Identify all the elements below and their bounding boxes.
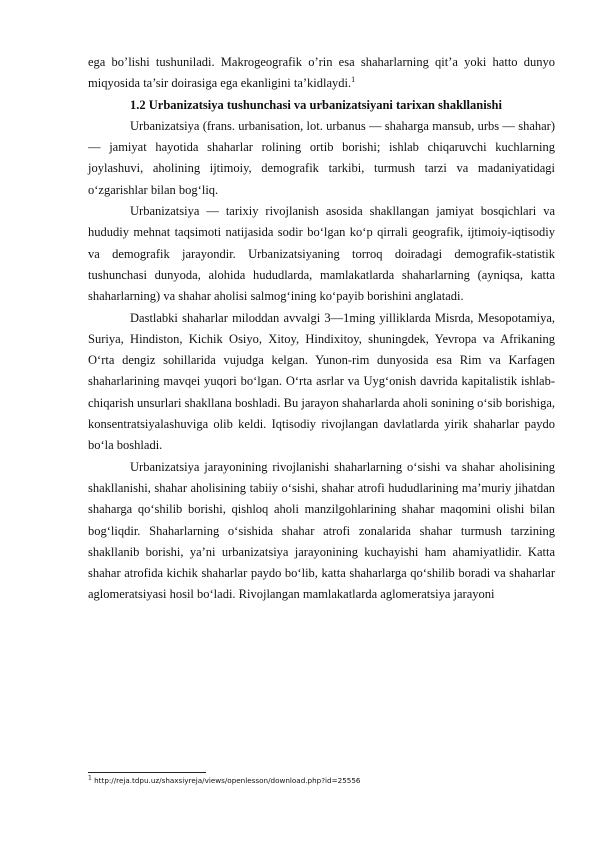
paragraph-text: ega bo’lishi tushuniladi. Makrogeografik o’rin esa shaharlarning qit’a yoki hatto dunyo miqyosida ta’sir doirasiga ega ekanligini ta’kidlaydi. (88, 55, 555, 91)
footnote-reference[interactable]: 1 (351, 75, 356, 85)
paragraph-urbanization-process: Urbanizatsiya — tarixiy rivojlanish asosida shakllangan jamiyat bosqichlari va hududiy mehnat taqsimoti natijasida sodir bo‘lgan ko‘p qirrali geografik, ijtimoiy-iqtisodiy va demografik jarayondir. Urbanizatsiyaning torroq doiradagi demografik-statistik tushunchasi dunyoda, alohida hududlarda, mamlakatlarda shaharlarning (ayniqsa, katta shaharlarning) va shahar aholisi salmog‘ining ko‘payib borishini anglatadi. (88, 204, 555, 304)
footnote (88, 776, 361, 786)
paragraph-urbanization-definition: Urbanizatsiya (frans. urbanisation, lot. urbanus — shaharga mansub, urbs — shahar) — jamiyat hayotida shaharlar rolining ortib borishi; ishlab chiqaruvchi kuchlarning joylashuvi, aholining ijtimoiy, demografik tarkibi, turmush tarzi va madaniyatidagi o‘zgarishlar bilan bog‘liq. (88, 118, 555, 197)
section-heading: 1.2 Urbanizatsiya tushunchasi va urbanizatsiyani tarixan shakllanishi (130, 97, 502, 112)
paragraph-early-cities: Dastlabki shaharlar miloddan avvalgi 3—1ming yilliklarda Misrda, Mesopotamiya, Suriya, Hindiston, Kichik Osiyo, Xitoy, Hindixitoy, shuningdek, Yevropa va Afrikaning O‘rta dengiz sohillarida vujudga kelgan. Yunon-rim dunyosida esa Rim va Karfagen shaharlarining mavqei yuqori bo‘lgan. O‘rta asrlar va Uyg‘onish davrida kapitalistik ishlab-chiqarish unsurlari shakllana boshladi. Bu jarayon shaharlarda aholi sonining o‘sib borishiga, konsentratsiyalashuviga olib keldi. Iqtisodiy rivojlangan davlatlarda yirik shaharlar paydo bo‘la boshladi. (88, 310, 555, 453)
footnote-marker: 1 (88, 774, 92, 782)
document-page (88, 52, 555, 606)
paragraph-continuation (88, 52, 555, 95)
footnote-divider (88, 772, 206, 773)
paragraph-urbanization-development: Urbanizatsiya jarayonining rivojlanishi shaharlarning o‘sishi va shahar aholisining shakllanishi, shahar aholisining tabiiy o‘sishi, shahar atrofi hududlarining ma’muriy jihatdan shaharga qo‘shilib borishi, qishloq aholi manzilgohlarining shahar maqomini olishi bilan bog‘liqdir. Shaharlarning o‘sishida shahar atrofi zonalarida shahar turmush tarzining shakllanib borishi, ya’ni urbanizatsiya jarayonining kuchayishi ham ahamiyatlidir. Katta shahar atrofida kichik shaharlar paydo bo‘lib, katta shaharlarga qo‘shilib boradi va shaharlar aglomeratsiyasi hosil bo‘ladi. Rivojlangan mamlakatlarda aglomeratsiya jarayoni (88, 459, 555, 602)
footnote-link[interactable]: http://reja.tdpu.uz/shaxsiyreja/views/openlesson/download.php?id=25556 (94, 776, 361, 785)
